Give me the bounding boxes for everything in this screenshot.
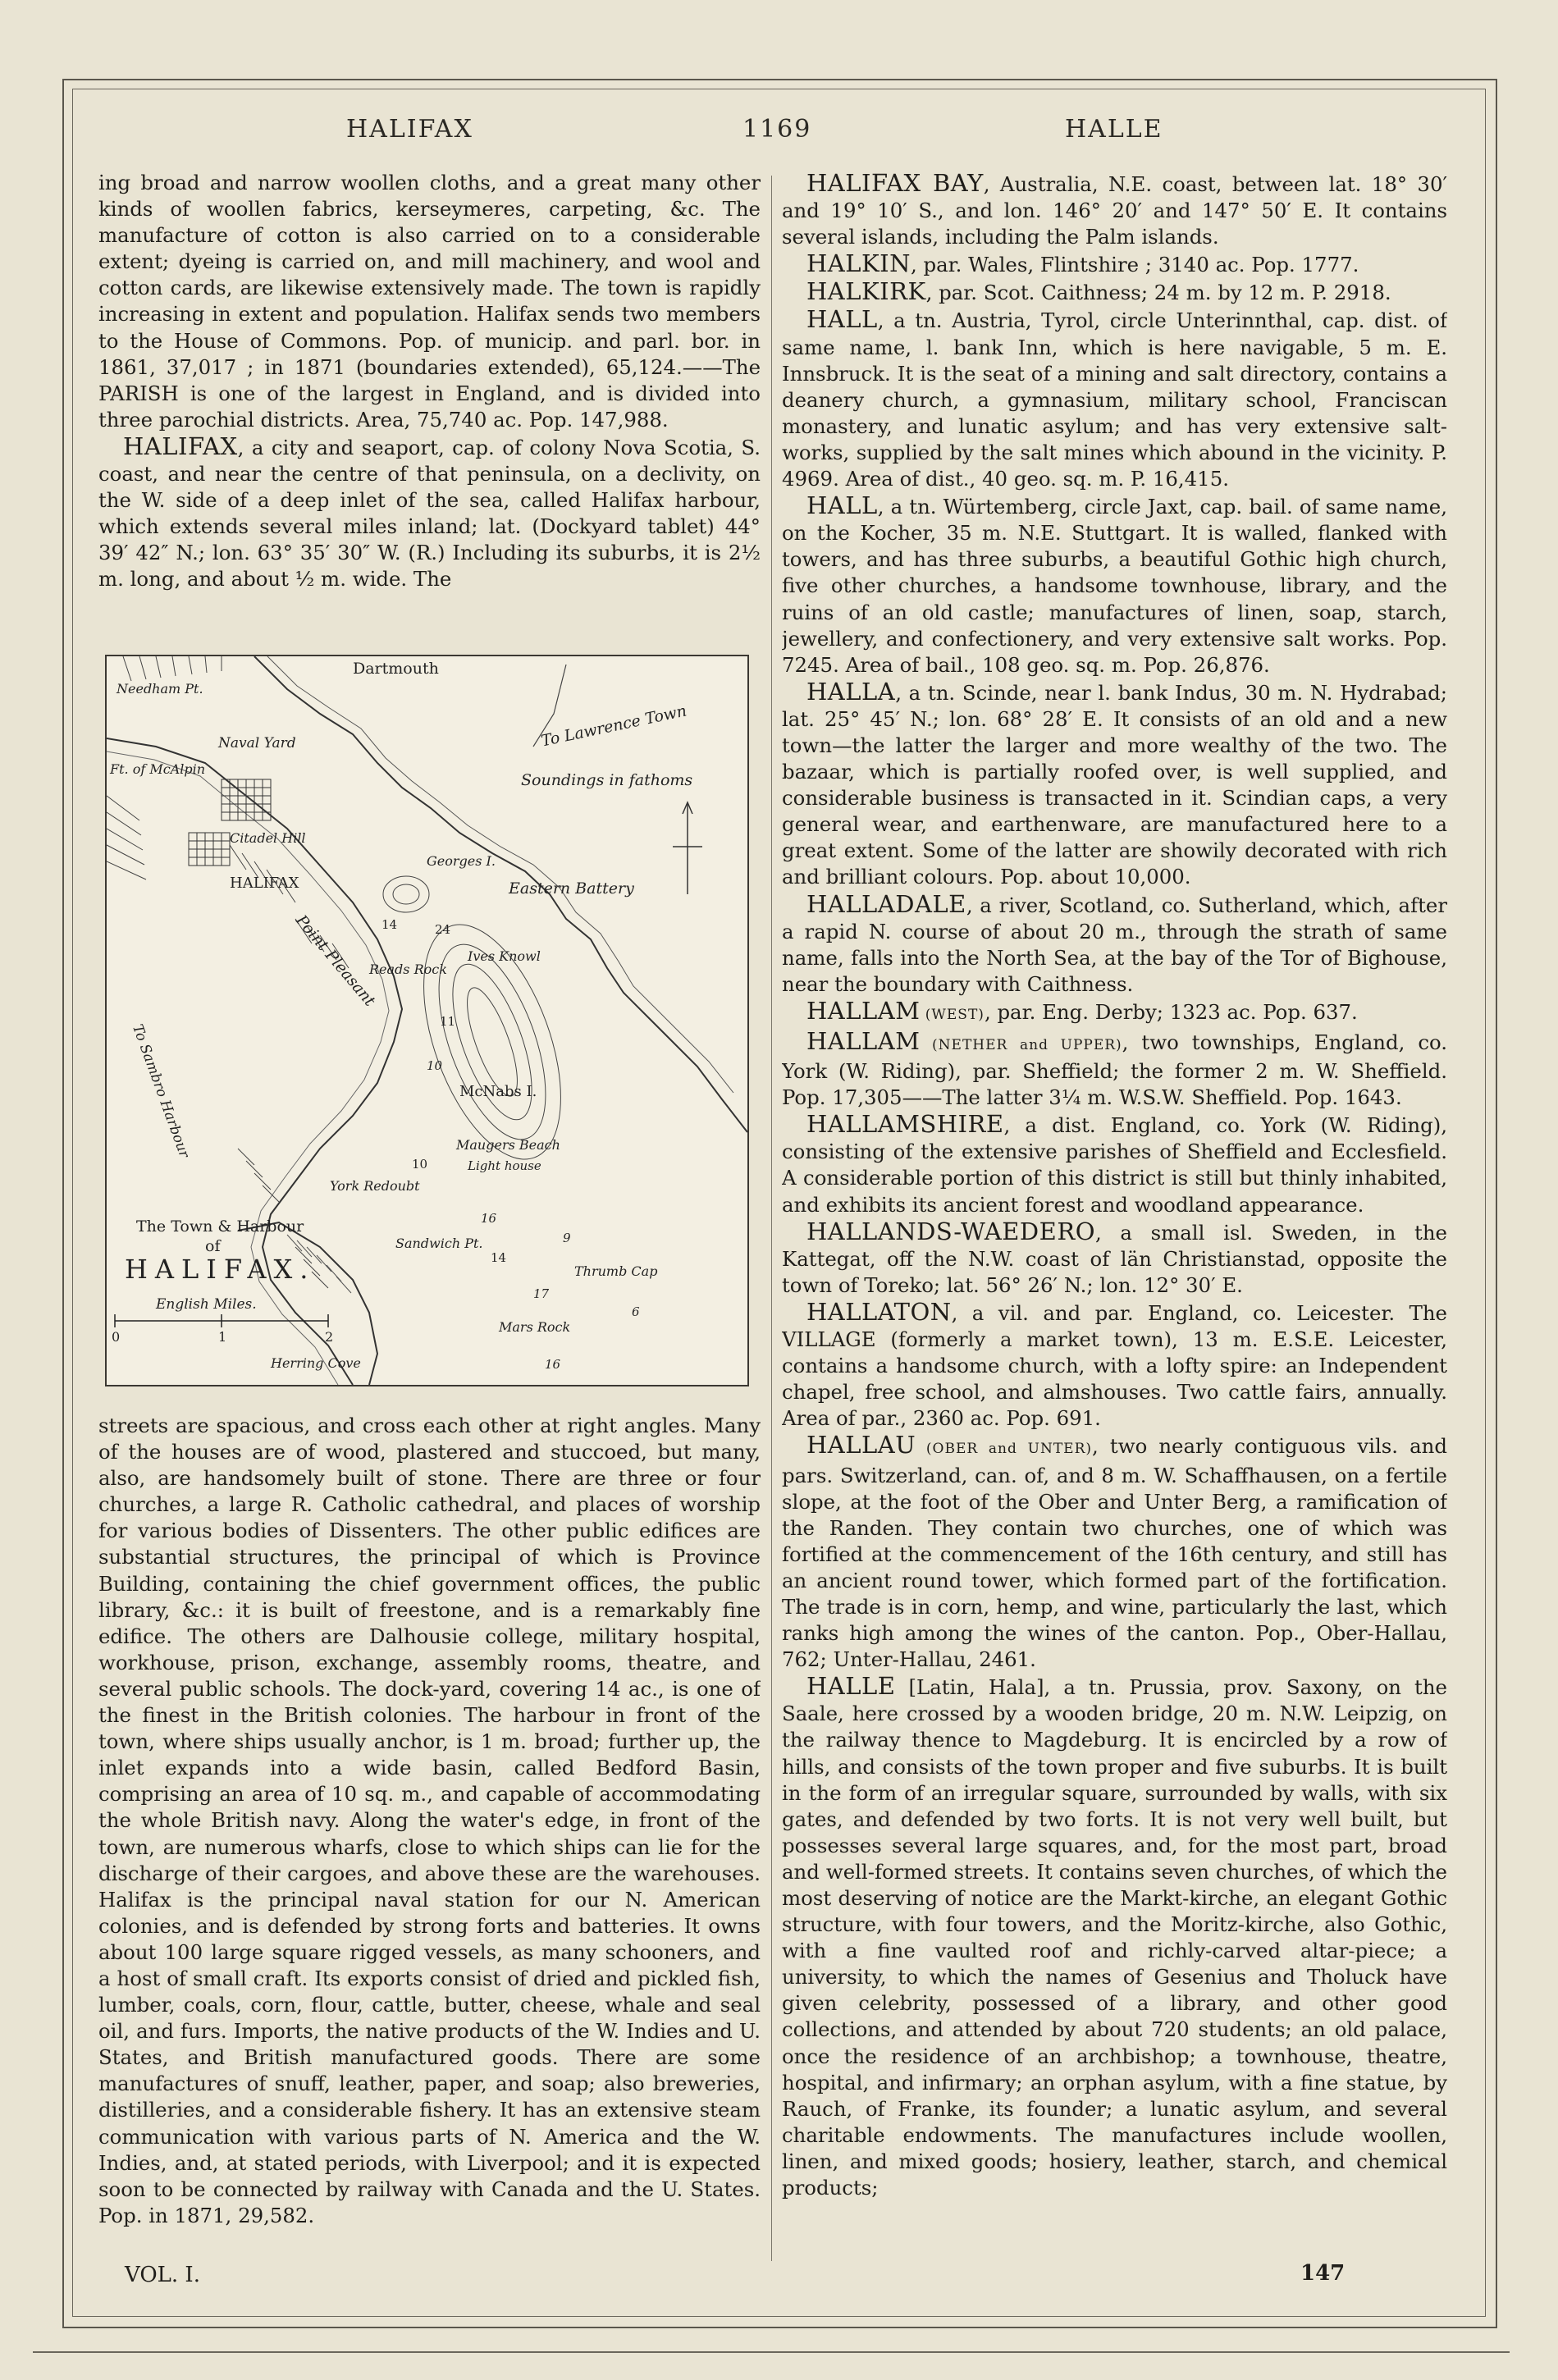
map-scale-tick: 0 bbox=[112, 1329, 121, 1345]
entry-continuation bbox=[98, 170, 761, 433]
map-label-naval-yard: Naval Yard bbox=[218, 735, 296, 751]
gazetteer-entry bbox=[782, 678, 1447, 891]
volume-label: VOL. I. bbox=[125, 2263, 200, 2287]
map-sounding: 11 bbox=[440, 1014, 456, 1029]
entry-headword: HALLE bbox=[806, 1672, 896, 1701]
gazetteer-entry bbox=[782, 1299, 1447, 1432]
map-label-soundings: Soundings in fathoms bbox=[521, 771, 693, 789]
map-label-thrumb-cap: Thrumb Cap bbox=[574, 1263, 658, 1279]
left-column-top bbox=[98, 170, 761, 633]
entry-text: , a tn. Würtemberg, circle Jaxt, cap. bail. of same name, on the Kocher, 35 m. N.E. Stuttgart. It is walled, flanked with towers, and has three suburbs, a beautiful Gothic high church, five other churches, a handsome townhouse, library, and the ruins of an old castle; manufactures of linen, soap, starch, jewellery, and confectionery, and very extensive salt works. Pop. 7245. Area of bail., 108 geo. sq. m. Pop. 26,876. bbox=[782, 495, 1447, 677]
entry-headword: HALLANDS-WAEDERO bbox=[806, 1217, 1095, 1245]
map-label-needham: Needham Pt. bbox=[117, 681, 203, 697]
map-label-dartmouth: Dartmouth bbox=[353, 660, 439, 678]
gazetteer-entry bbox=[782, 891, 1447, 998]
entry-text: ing broad and narrow woollen cloths, and a great many other kinds of woollen fabrics, kerseymeres, carpeting, &c. The manufacture of cotton is also carried on to a considerable extent; dyeing is carried on, and mill machinery, and wool and cotton cards, are likewise extensively made. The town is rapidly increasing in extent and population. Halifax sends two members to the House of Commons. Pop. of municip. and parl. bor. in 1861, 37,017 ; in 1871 (boundaries extended), 65,124.——The PARISH is one of the largest in England, and is divided into three parochial districts. Area, 75,740 ac. Pop. 147,988. bbox=[98, 171, 761, 432]
map-label-reads-rock: Reads Rock bbox=[369, 962, 447, 977]
map-sounding: 10 bbox=[427, 1058, 443, 1073]
map-label-fort-mcalpin: Ft. of McAlpin bbox=[110, 761, 206, 777]
map-sounding: 16 bbox=[545, 1357, 561, 1372]
map-label-sambro-harbour: To Sambro Harbour bbox=[129, 1022, 193, 1160]
gazetteer-entry bbox=[782, 1028, 1447, 1111]
entry-text: , a tn. Austria, Tyrol, circle Unterinnthal, cap. dist. of same name, l. bank Inn, which is here navigable, 5 m. E. Innsbruck. It is the seat of a mining and salt directory, contains a deanery church, a gymnasium, military school, Franciscan monastery, and lunatic asylum; and has very extensive salt-works, supplied by the salt mines which abound in the vicinity. P. 4969. Area of dist., 40 geo. sq. m. P. 16,415. bbox=[782, 308, 1447, 491]
entry-text: , a city and seaport, cap. of colony Nova Scotia, S. coast, and near the centre of that peninsula, on a declivity, on the W. side of a deep inlet of the sea, called Halifax harbour, which extends several miles inland; lat. (Dockyard tablet) 44° 39′ 42″ N.; lon. 63° 35′ 30″ W. (R.) Including its suburbs, it is 2½ m. long, and about ½ m. wide. The bbox=[98, 435, 761, 592]
map-label-lawrence-town: To Lawrence Town bbox=[539, 701, 688, 751]
map-label-halifax-town: HALIFAX bbox=[230, 875, 299, 892]
map-sounding: 17 bbox=[533, 1286, 550, 1301]
left-column-bottom bbox=[98, 1413, 761, 2254]
entry-continuation bbox=[98, 1413, 761, 2229]
entry-headword: HALL bbox=[806, 491, 878, 520]
entry-text: , par. Scot. Caithness; 24 m. by 12 m. P. 2918. bbox=[925, 281, 1391, 305]
gazetteer-entry bbox=[782, 306, 1447, 492]
map-label-mars-rock: Mars Rock bbox=[499, 1319, 571, 1335]
entry-headword: HALLAU bbox=[806, 1431, 916, 1460]
signature-number: 147 bbox=[1300, 2261, 1346, 2286]
map-label-sandwich-point: Sandwich Pt. bbox=[395, 1236, 483, 1251]
gazetteer-entry bbox=[782, 998, 1447, 1028]
entry-text: , par. Wales, Flintshire ; 3140 ac. Pop. 1777. bbox=[911, 253, 1359, 277]
entry-text: , a small isl. Sweden, in the Kattegat, off the N.W. coast of län Christianstad, opposite the town of Toreko; lat. 56° 26′ N.; lon. 12° 30′ E. bbox=[782, 1220, 1447, 1297]
column-divider bbox=[771, 176, 772, 2261]
gazetteer-entry bbox=[782, 278, 1447, 306]
entry-headword: HALKIN bbox=[806, 249, 911, 278]
map-sounding: 16 bbox=[481, 1211, 497, 1226]
entry-text: , a vil. and par. England, co. Leicester. The VILLAGE (formerly a market town), 13 m. E.S.E. Leicester, contains a handsome church, with a lofty spire: an Independent chapel, free school, and almshouses. Two cattle fairs, annually. Area of par., 2360 ac. Pop. 691. bbox=[782, 1300, 1447, 1431]
entry-headword: HALLA bbox=[806, 677, 896, 706]
entry-text: , a river, Scotland, co. Sutherland, which, after a rapid N. course of about 20 m., through the strath of same name, falls into the North Sea, at the bay of the Tor of Bighouse, near the boundary with Caithness. bbox=[782, 893, 1447, 996]
entry-headword: HALIFAX bbox=[123, 432, 238, 460]
map-label-citadel-hill: Citadel Hill bbox=[230, 830, 306, 846]
map-scale-tick: 1 bbox=[218, 1329, 227, 1345]
entry-headword: HALLAM bbox=[806, 1027, 921, 1055]
entry-text: , two nearly contiguous vils. and pars. Switzerland, can. of, and 8 m. W. Schaffhausen, on a fertile slope, at the foot of the Ober and Unter Berg, a ramification of the Randen. They contain two churches, one of which was fortified at the commencement of the 16th century, and still has an ancient round tower, which formed part of the fortification. The trade is in corn, hemp, and wine, particularly the last, which ranks high among the wines of the canton. Pop., Ober-Hallau, 762; Unter-Hallau, 2461. bbox=[782, 1434, 1447, 1672]
gazetteer-entry bbox=[782, 1111, 1447, 1217]
map-sounding: 10 bbox=[412, 1157, 428, 1172]
map-label-ives-knowl: Ives Knowl bbox=[468, 948, 541, 964]
map-title-of: of bbox=[205, 1237, 221, 1255]
map-label-point-pleasant: Point Pleasant bbox=[292, 911, 379, 1010]
entry-headword: HALLATON bbox=[806, 1297, 952, 1326]
entry-text: , Australia, N.E. coast, between lat. 18° 30′ and 19° 10′ S., and lon. 146° 20′ and 147° 50′ E. It contains several islands, including the Palm islands. bbox=[782, 172, 1447, 249]
entry-qualifier: (WEST) bbox=[920, 1006, 985, 1023]
entry-text: , a dist. England, co. York (W. Riding), consisting of the extensive parishes of Sheffield and Ecclesfield. A considerable portion of this district is still but thinly inhabited, and exhibits its ancient forest and woodland appearance. bbox=[782, 1113, 1447, 1217]
map-sounding: 14 bbox=[491, 1250, 507, 1265]
map-sounding: 6 bbox=[632, 1304, 640, 1319]
header-right-term: HALLE bbox=[1065, 115, 1163, 144]
entry-text: , par. Eng. Derby; 1323 ac. Pop. 637. bbox=[984, 999, 1358, 1024]
gazetteer-entry bbox=[782, 250, 1447, 278]
entry-qualifier: (NETHER and UPPER) bbox=[920, 1037, 1122, 1053]
halifax-harbour-map bbox=[105, 655, 749, 1386]
gazetteer-entry bbox=[782, 170, 1447, 250]
gazetteer-entry bbox=[782, 1673, 1447, 2201]
entry-headword: HALL bbox=[806, 305, 878, 334]
entry-text: , two townships, England, co. York (W. Riding), par. Sheffield; the former 2 m. W. Sheffield. Pop. 17,305——The latter 3¼ m. W.S.W. Sheffield. Pop. 1643. bbox=[782, 1030, 1447, 1110]
entry-text: streets are spacious, and cross each other at right angles. Many of the houses are of wood, plastered and stuccoed, but many, also, are handsomely built of stone. There are three or four churches, a large R. Catholic cathedral, and places of worship for various bodies of Dissenters. The other public edifices are substantial structures, the principal of which is Province Building, containing the chief government offices, the public library, &c.: it is built of freestone, and is a remarkably fine edifice. The others are Dalhousie college, military hospital, workhouse, prison, exchange, assembly rooms, theatre, and several public schools. The dock-yard, covering 14 ac., is one of the finest in the British colonies. The harbour in front of the town, where ships usually anchor, is 1 m. broad; further up, the inlet expands into a wide basin, called Bedford Basin, comprising an area of 10 sq. m., and capable of accommodating the whole British navy. Along the water's edge, in front of the town, are numerous wharfs, close to which ships can lie for the discharge of their cargoes, and above these are the warehouses. Halifax is the principal naval station for our N. American colonies, and is defended by strong forts and batteries. It owns about 100 large square rigged vessels, as many schooners, and a host of small craft. Its exports consist of dried and pickled fish, lumber, coals, corn, flour, cattle, butter, cheese, whale and seal oil, and furs. Imports, the native products of the W. Indies and U. States, and British manufactured goods. There are some manufactures of snuff, leather, paper, and soap; also breweries, distilleries, and a considerable fishery. It has an extensive steam communication with various parts of N. America and the W. Indies, and, at stated periods, with Liverpool; and it is expected soon to be connected by railway with Canada and the U. States. Pop. in 1871, 29,582. bbox=[98, 1414, 761, 2227]
entry-headword: HALLAM bbox=[806, 996, 921, 1025]
page-number: 1169 bbox=[742, 115, 812, 144]
entry-headword: HALLADALE bbox=[806, 889, 966, 918]
entry-text: , a tn. Scinde, near l. bank Indus, 30 m. N. Hydrabad; lat. 25° 45′ N.; lon. 68° 28′ E. It consists of an old and a new town—the latter the larger and more wealthy of the two. The bazaar, which is partially roofed over, is well supplied, and considerable business is transacted in it. Scindian caps, a very general wear, and earthenware, are manufactured here to a great extent. Some of the latter are showily decorated with rich and brilliant colours. Pop. about 10,000. bbox=[782, 680, 1447, 889]
entry-headword: HALIFAX BAY bbox=[806, 170, 984, 197]
map-title-small: The Town & Harbour bbox=[136, 1217, 304, 1236]
running-header bbox=[0, 115, 1558, 151]
entry-qualifier: (OBER and UNTER) bbox=[916, 1441, 1093, 1458]
map-sounding: 14 bbox=[382, 917, 398, 932]
gazetteer-entry bbox=[782, 1218, 1447, 1299]
gazetteer-entry bbox=[782, 1432, 1447, 1673]
entry-headword: HALKIRK bbox=[806, 277, 926, 306]
map-label-georges-island: Georges I. bbox=[427, 853, 496, 869]
map-label-eastern-battery: Eastern Battery bbox=[509, 879, 634, 898]
map-label-mcnabs-island: McNabs I. bbox=[459, 1083, 537, 1100]
gazetteer-entry bbox=[98, 433, 761, 593]
map-label-york-redoubt: York Redoubt bbox=[330, 1178, 420, 1194]
entry-text: [Latin, Hala], a tn. Prussia, prov. Saxony, on the Saale, here crossed by a wooden bridge, 20 m. N.W. Leipzig, on the railway thence to Magdeburg. It is encircled by a row of hills, and consists of the town proper and five suburbs. It is built in the form of an irregular square, surrounded by walls, with six gates, and defended by two forts. It is not very well built, but possesses several large squares, and, for the most part, broad and well-formed streets. It contains seven churches, of which the most deserving of notice are the Markt-kirche, an elegant Gothic structure, with four towers, and the Moritz-kirche, also Gothic, with a fine vaulted roof and richly-carved altar-piece; a university, to which the names of Gesenius and Tholuck have given celebrity, possessed of a library, and other good collections, and attended by about 720 students; an old palace, once the residence of an archbishop; a townhouse, theatre, hospital, and infirmary; an orphan asylum, with a fine statue, by Rauch, of Franke, its founder; a lunatic asylum, and several charitable endowments. The manufactures include woollen, linen, and mixed goods; hosiery, leather, starch, and chemical products; bbox=[782, 1675, 1447, 2200]
map-label-maugers-beach: Maugers Beach bbox=[456, 1137, 560, 1153]
map-label-light-house: Light house bbox=[468, 1158, 541, 1173]
map-scale-tick: 2 bbox=[325, 1329, 334, 1345]
map-sounding: 9 bbox=[563, 1231, 571, 1245]
map-sounding: 24 bbox=[435, 922, 451, 937]
map-title: HALIFAX. bbox=[125, 1254, 316, 1285]
gazetteer-entry bbox=[782, 492, 1447, 678]
map-label-herring-cove: Herring Cove bbox=[271, 1355, 361, 1371]
header-left-term: HALIFAX bbox=[346, 115, 473, 144]
right-column bbox=[782, 170, 1447, 2270]
bottom-rule bbox=[33, 2351, 1510, 2353]
map-scale-label: English Miles. bbox=[156, 1296, 257, 1313]
entry-headword: HALLAMSHIRE bbox=[806, 1110, 1004, 1139]
